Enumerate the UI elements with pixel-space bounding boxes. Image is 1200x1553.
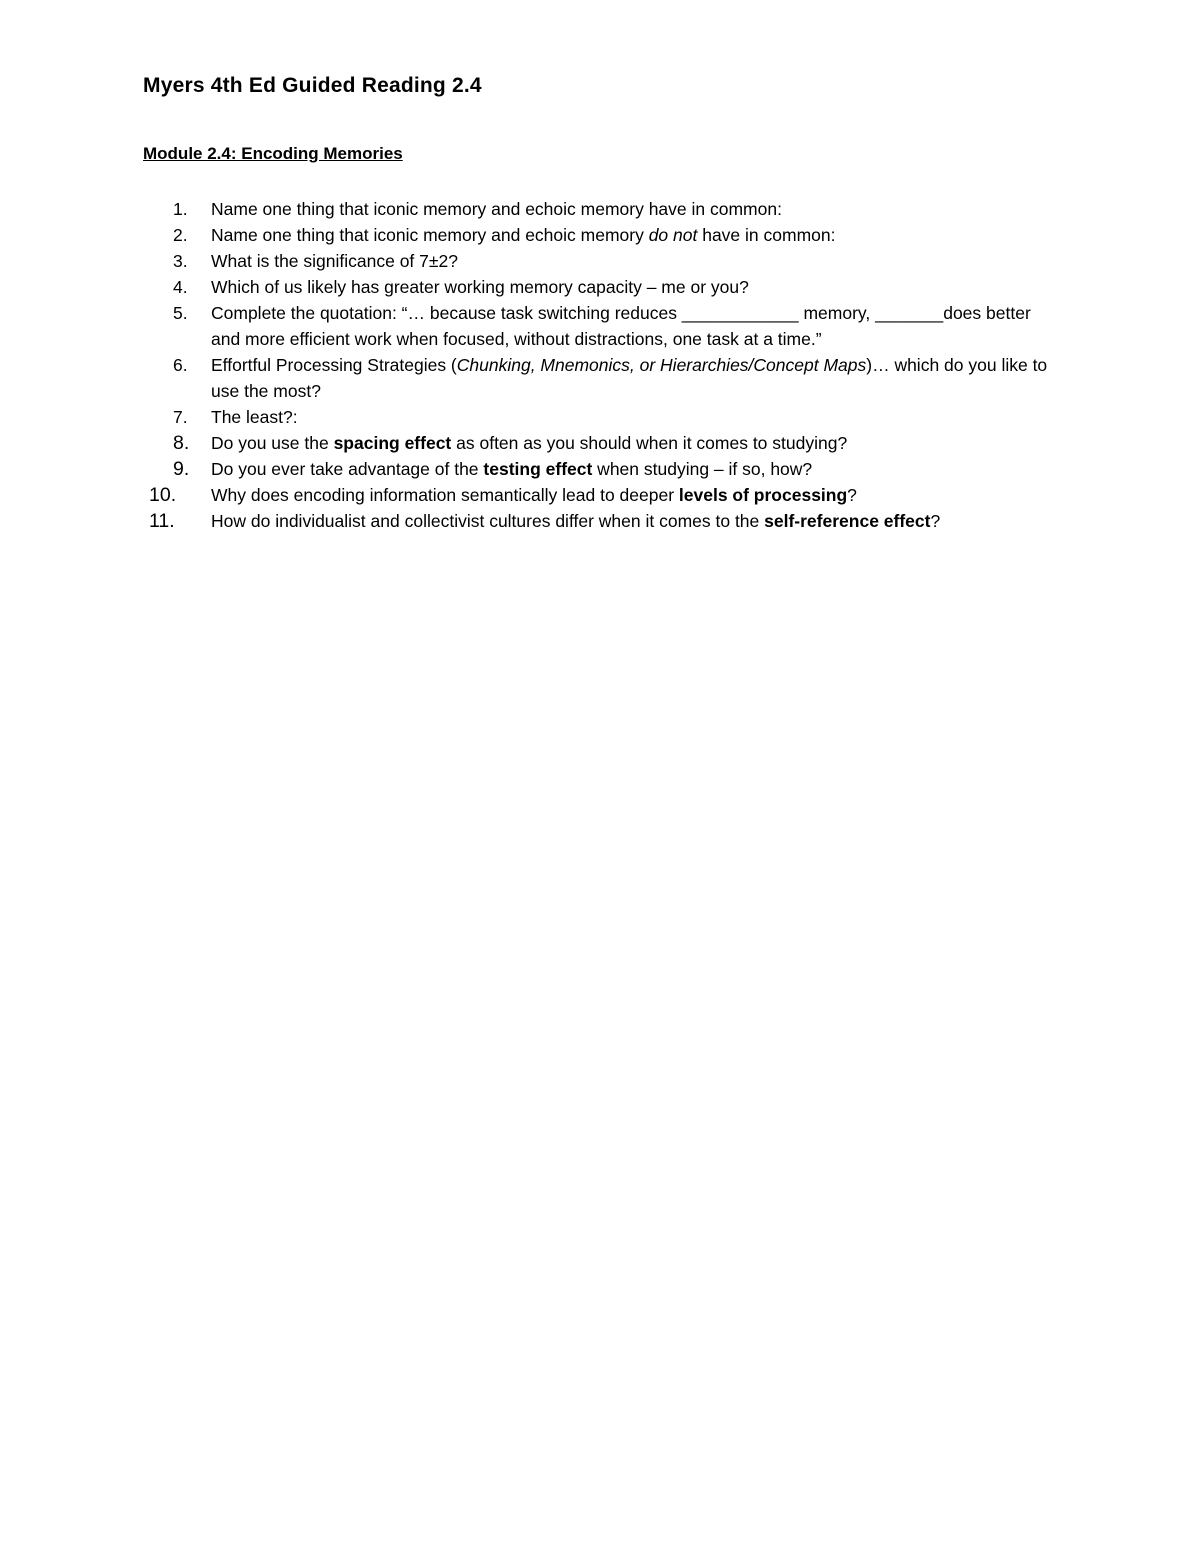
question-text-part: Name one thing that iconic memory and echoic memory [211,225,649,245]
question-item [143,274,1063,300]
question-number: 9. [173,458,190,480]
question-text [211,222,1063,248]
question-text-part: Why does encoding information semantically lead to deeper [211,485,679,505]
key-term: testing effect [483,459,593,479]
question-number: 5. [173,303,188,323]
question-text-part: when studying – if so, how? [592,459,813,479]
question-text-part: Do you use the [211,433,334,453]
key-term: levels of processing [678,485,848,505]
question-number: 8. [173,432,190,454]
emphasis-text: do not [648,225,698,245]
question-item [143,430,1063,456]
question-text [211,482,1063,508]
question-text-part: Do you ever take advantage of the [211,459,484,479]
question-text [211,196,1063,222]
question-number: 2. [173,225,188,245]
question-text [211,430,1063,456]
question-list [143,196,1063,534]
question-item [143,222,1063,248]
question-text [211,508,1063,534]
question-item [143,482,1063,508]
question-number: 11. [149,510,175,532]
question-text [211,456,1063,482]
question-item [143,248,1063,274]
question-text-part: Complete the quotation: “… because task switching reduces ____________ memory, _______does better and more efficient work when focused, without distractions, one task at a time.” [211,303,1031,349]
question-text-part: )… which do you like to use the most? [211,355,1048,401]
key-term: self-reference effect [764,511,931,531]
question-text-part: have in common: [697,225,836,245]
question-item [143,196,1063,222]
question-item [143,404,1063,430]
question-text [211,274,1063,300]
key-term: spacing effect [333,433,452,453]
question-text [211,352,1063,404]
question-item [143,456,1063,482]
question-text-part: Which of us likely has greater working memory capacity – me or you? [211,277,749,297]
question-text-part: as often as you should when it comes to studying? [451,433,848,453]
question-text [211,300,1063,352]
question-text-part: The least?: [211,407,298,427]
question-text-part: What is the significance of 7±2? [211,251,458,271]
question-number: 4. [173,277,188,297]
document-title: Myers 4th Ed Guided Reading 2.4 [143,74,482,97]
question-item [143,300,1063,352]
question-text-part: How do individualist and collectivist cultures differ when it comes to the [211,511,765,531]
question-item [143,352,1063,404]
question-number: 10. [149,484,177,506]
question-text-part: Name one thing that iconic memory and echoic memory have in common: [211,199,782,219]
question-number: 1. [173,199,188,219]
question-number: 6. [173,355,188,375]
question-text [211,248,1063,274]
question-text [211,404,1063,430]
emphasis-text: Chunking, Mnemonics, or Hierarchies/Concept Maps [456,355,867,375]
module-heading: Module 2.4: Encoding Memories [143,144,403,163]
question-item [143,508,1063,534]
question-text-part: ? [847,485,857,505]
question-number: 3. [173,251,188,271]
question-text-part: Effortful Processing Strategies ( [211,355,457,375]
question-number: 7. [173,407,188,427]
question-text-part: ? [930,511,941,531]
